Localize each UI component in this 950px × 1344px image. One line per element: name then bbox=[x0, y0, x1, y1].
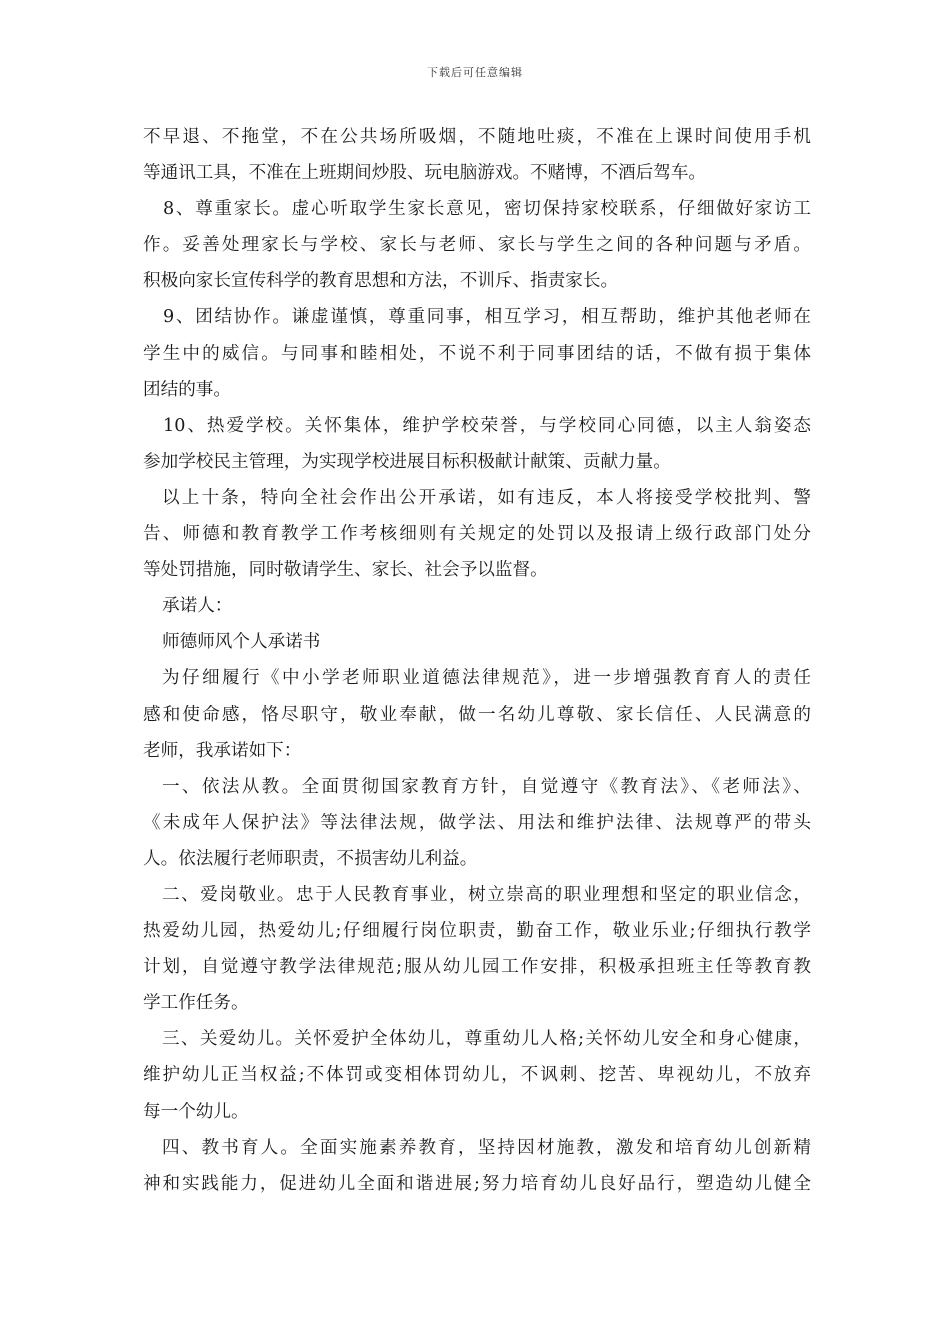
section-title: 师德师风个人承诺书 bbox=[162, 632, 321, 653]
text-line: 四、教书育人。全面实施素养教育，坚持因材施教，激发和培育幼儿创新精 bbox=[162, 1137, 811, 1158]
text-line: 积极向家长宣传科学的教育思想和方法，不训斥、指责家长。 bbox=[143, 271, 619, 292]
text-line: 学生中的威信。与同事和睦相处，不说不利于同事团结的话，不做有损于集体 bbox=[143, 343, 811, 364]
signatory-label: 承诺人： bbox=[162, 596, 233, 617]
text-line: 等通讯工具，不准在上班期间炒股、玩电脑游戏。不赌博，不酒后驾车。 bbox=[143, 163, 707, 184]
text-line: 不早退、不拖堂，不在公共场所吸烟，不随地吐痰，不准在上课时间使用手机 bbox=[143, 127, 811, 147]
text-line: 《未成年人保护法》等法律法规，做学法、用法和维护法律、法规尊严的带头 bbox=[143, 812, 811, 833]
text-line: 一、依法从教。全面贯彻国家教育方针，自觉遵守《教育法》、《老师法》、 bbox=[162, 776, 811, 797]
text-line: 作。妥善处理家长与学校、家长与老师、家长与学生之间的各种问题与矛盾。 bbox=[143, 235, 811, 256]
text-line: 参加学校民主管理，为实现学校进展目标积极献计献策、贡献力量。 bbox=[143, 451, 671, 472]
page-header: 下载后可任意编辑 bbox=[427, 66, 523, 79]
text-line: 8、尊重家长。虚心听取学生家长意见，密切保持家校联系，仔细做好家访工 bbox=[163, 199, 811, 220]
text-line: 计划，自觉遵守教学法律规范;服从幼儿园工作安排，积极承担班主任等教育教 bbox=[143, 957, 811, 978]
document-body bbox=[143, 119, 811, 1202]
text-line: 神和实践能力，促进幼儿全面和谐进展;努力培育幼儿良好品行，塑造幼儿健全 bbox=[143, 1173, 811, 1194]
text-line: 二、爱岗敬业。忠于人民教育事业，树立崇高的职业理想和坚定的职业信念， bbox=[162, 884, 811, 905]
text-line: 9、团结协作。谦虚谨慎，尊重同事，相互学习，相互帮助，维护其他老师在 bbox=[163, 307, 811, 328]
text-line: 维护幼儿正当权益;不体罚或变相体罚幼儿，不讽刺、挖苦、卑视幼儿，不放弃 bbox=[143, 1065, 811, 1086]
text-line: 热爱幼儿园，热爱幼儿;仔细履行岗位职责，勤奋工作，敬业乐业;仔细执行教学 bbox=[143, 921, 811, 942]
text-line: 学工作任务。 bbox=[143, 993, 249, 1014]
text-line: 老师，我承诺如下： bbox=[143, 740, 302, 761]
text-line: 人。依法履行老师职责，不损害幼儿利益。 bbox=[143, 848, 478, 869]
text-line: 感和使命感，恪尽职守，敬业奉献，做一名幼儿尊敬、家长信任、人民满意的 bbox=[143, 704, 811, 725]
text-line: 每一个幼儿。 bbox=[143, 1101, 249, 1122]
text-line: 等处罚措施，同时敬请学生、家长、社会予以监督。 bbox=[143, 560, 548, 581]
text-line: 以上十条，特向全社会作出公开承诺，如有违反，本人将接受学校批判、警 bbox=[162, 487, 811, 508]
text-line: 三、关爱幼儿。关怀爱护全体幼儿，尊重幼儿人格;关怀幼儿安全和身心健康， bbox=[162, 1029, 811, 1050]
text-line: 为仔细履行《中小学老师职业道德法律规范》，进一步增强教育育人的责任 bbox=[162, 668, 811, 689]
text-line: 告、师德和教育教学工作考核细则有关规定的处罚以及报请上级行政部门处分 bbox=[143, 524, 811, 545]
text-line: 10、热爱学校。关怀集体，维护学校荣誉，与学校同心同德，以主人翁姿态 bbox=[163, 415, 811, 436]
text-line: 团结的事。 bbox=[143, 379, 231, 400]
